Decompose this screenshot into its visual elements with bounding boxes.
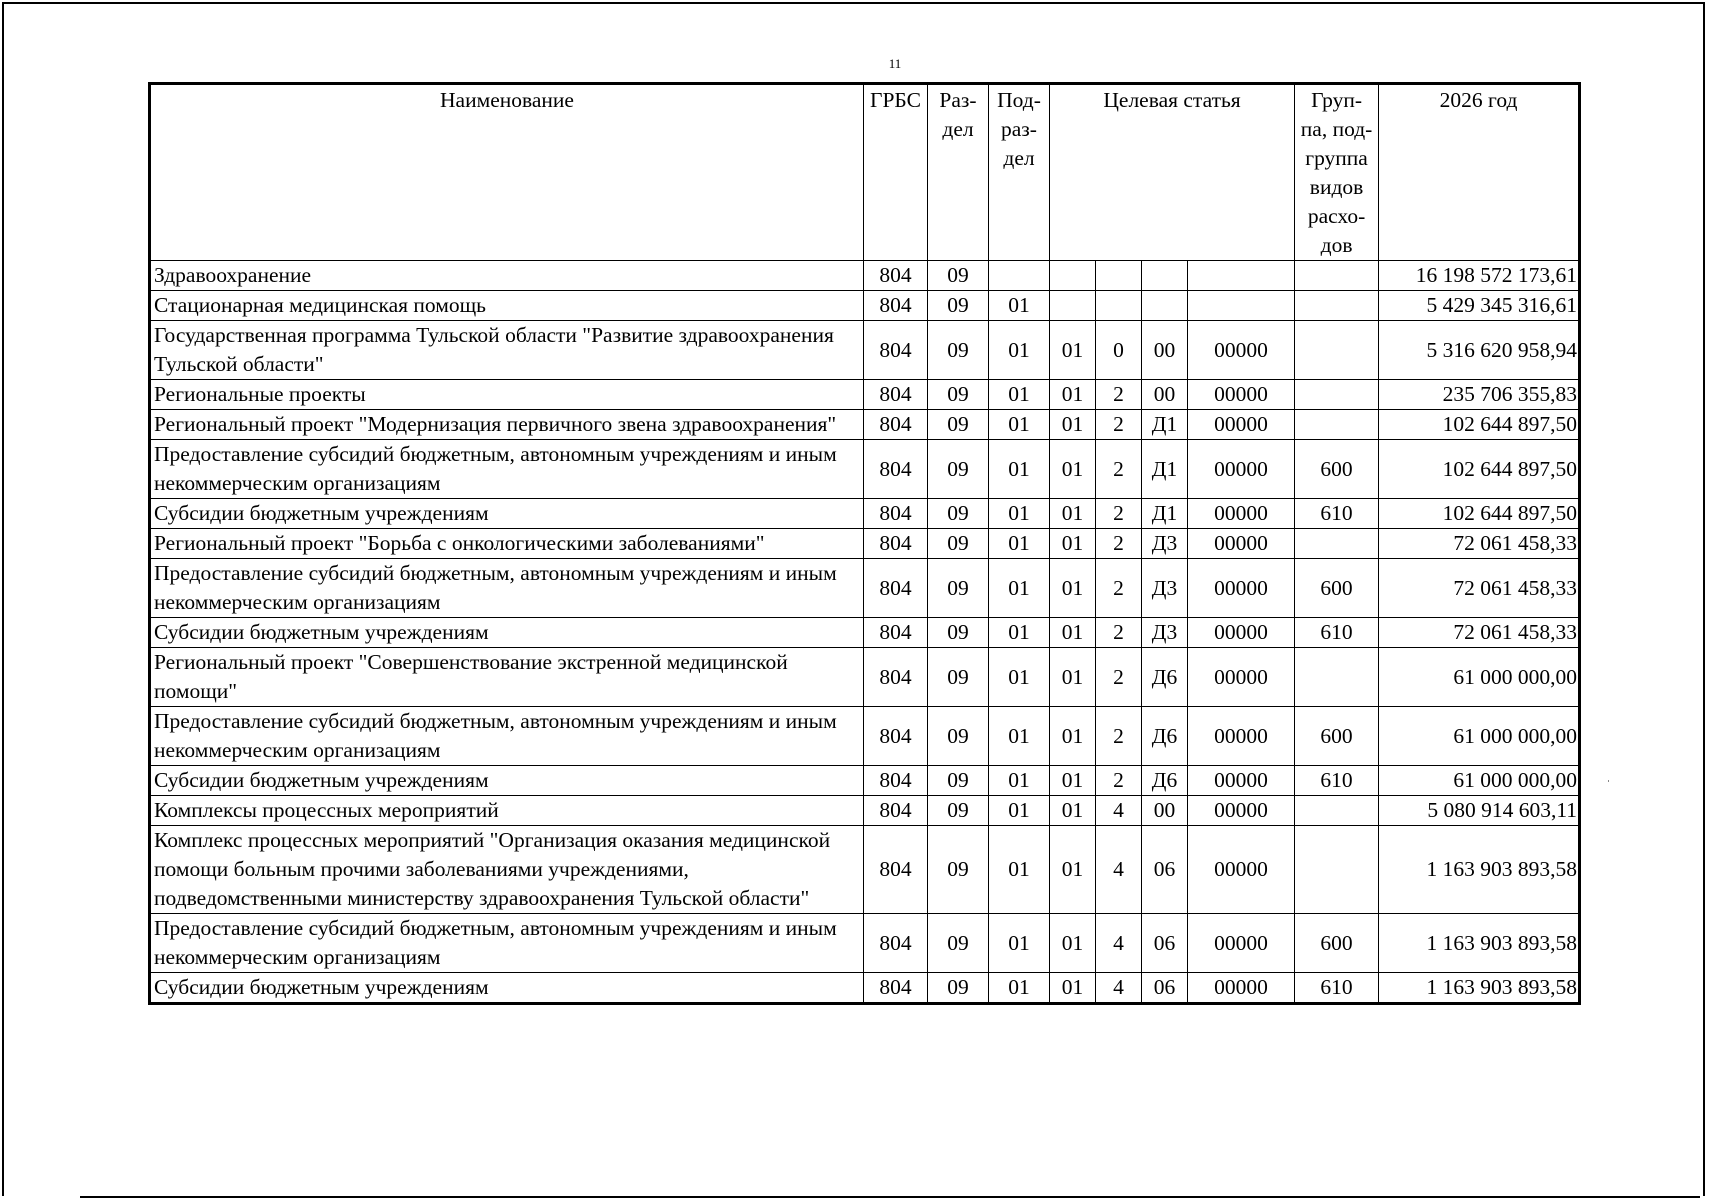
cell-razdel: 09 — [928, 321, 989, 380]
cell-target-program: 01 — [1050, 440, 1096, 499]
cell-expense-group — [1295, 261, 1379, 291]
cell-target-program — [1050, 291, 1096, 321]
cell-target-program: 01 — [1050, 914, 1096, 973]
table-row — [150, 618, 1580, 648]
cell-name: Региональные проекты — [150, 380, 864, 410]
cell-amount: 5 080 914 603,11 — [1379, 796, 1580, 826]
cell-expense-group — [1295, 291, 1379, 321]
cell-podrazdel: 01 — [989, 766, 1050, 796]
cell-target-type: 2 — [1096, 766, 1142, 796]
header-podrazdel: Под- раз- дел — [989, 84, 1050, 261]
cell-target-structure: Д6 — [1142, 766, 1188, 796]
bottom-rule — [80, 1196, 1700, 1198]
cell-grbs: 804 — [864, 826, 928, 914]
cell-razdel: 09 — [928, 766, 989, 796]
cell-podrazdel: 01 — [989, 559, 1050, 618]
cell-grbs: 804 — [864, 291, 928, 321]
cell-target-type: 2 — [1096, 440, 1142, 499]
cell-target-direction: 00000 — [1188, 826, 1295, 914]
cell-grbs: 804 — [864, 410, 928, 440]
cell-podrazdel: 01 — [989, 826, 1050, 914]
cell-razdel: 09 — [928, 707, 989, 766]
cell-podrazdel — [989, 261, 1050, 291]
cell-target-direction: 00000 — [1188, 796, 1295, 826]
header-group: Груп- па, под- группа видов расхо- дов — [1295, 84, 1379, 261]
cell-podrazdel: 01 — [989, 707, 1050, 766]
cell-target-direction: 00000 — [1188, 648, 1295, 707]
cell-target-program: 01 — [1050, 796, 1096, 826]
cell-name: Комплексы процессных мероприятий — [150, 796, 864, 826]
table-row — [150, 321, 1580, 380]
cell-target-program — [1050, 261, 1096, 291]
cell-amount: 61 000 000,00 — [1379, 707, 1580, 766]
cell-expense-group: 610 — [1295, 766, 1379, 796]
cell-target-type: 2 — [1096, 618, 1142, 648]
cell-amount: 61 000 000,00 — [1379, 766, 1580, 796]
cell-target-structure: 06 — [1142, 826, 1188, 914]
cell-target-program: 01 — [1050, 973, 1096, 1004]
cell-podrazdel: 01 — [989, 648, 1050, 707]
scan-speck — [1608, 780, 1609, 782]
cell-target-direction: 00000 — [1188, 529, 1295, 559]
cell-target-type: 2 — [1096, 380, 1142, 410]
cell-target-direction: 00000 — [1188, 321, 1295, 380]
table-row — [150, 440, 1580, 499]
cell-amount: 1 163 903 893,58 — [1379, 826, 1580, 914]
cell-target-structure: 06 — [1142, 914, 1188, 973]
table-header — [150, 84, 1580, 261]
cell-name: Стационарная медицинская помощь — [150, 291, 864, 321]
cell-target-direction: 00000 — [1188, 410, 1295, 440]
cell-target-direction: 00000 — [1188, 499, 1295, 529]
table-row — [150, 529, 1580, 559]
cell-target-structure: 00 — [1142, 796, 1188, 826]
cell-amount: 102 644 897,50 — [1379, 440, 1580, 499]
cell-target-structure: Д3 — [1142, 618, 1188, 648]
cell-target-structure — [1142, 261, 1188, 291]
cell-amount: 102 644 897,50 — [1379, 499, 1580, 529]
cell-razdel: 09 — [928, 410, 989, 440]
cell-name: Предоставление субсидий бюджетным, автономным учреждениям и иным некоммерческим организациям — [150, 707, 864, 766]
cell-name: Предоставление субсидий бюджетным, автономным учреждениям и иным некоммерческим организациям — [150, 914, 864, 973]
cell-target-program: 01 — [1050, 321, 1096, 380]
cell-razdel: 09 — [928, 618, 989, 648]
cell-target-program: 01 — [1050, 766, 1096, 796]
table-row — [150, 796, 1580, 826]
cell-target-structure: Д1 — [1142, 499, 1188, 529]
cell-razdel: 09 — [928, 261, 989, 291]
cell-expense-group — [1295, 321, 1379, 380]
table-row — [150, 410, 1580, 440]
cell-target-structure: Д3 — [1142, 529, 1188, 559]
cell-amount: 16 198 572 173,61 — [1379, 261, 1580, 291]
cell-podrazdel: 01 — [989, 380, 1050, 410]
cell-target-direction — [1188, 261, 1295, 291]
cell-podrazdel: 01 — [989, 618, 1050, 648]
cell-target-type: 2 — [1096, 529, 1142, 559]
cell-target-type: 2 — [1096, 410, 1142, 440]
cell-grbs: 804 — [864, 618, 928, 648]
cell-grbs: 804 — [864, 529, 928, 559]
cell-target-program: 01 — [1050, 410, 1096, 440]
cell-target-type — [1096, 261, 1142, 291]
cell-grbs: 804 — [864, 380, 928, 410]
header-name: Наименование — [150, 84, 864, 261]
cell-expense-group: 600 — [1295, 559, 1379, 618]
cell-expense-group: 610 — [1295, 618, 1379, 648]
cell-razdel: 09 — [928, 291, 989, 321]
cell-expense-group — [1295, 648, 1379, 707]
cell-target-structure: 06 — [1142, 973, 1188, 1004]
cell-podrazdel: 01 — [989, 529, 1050, 559]
cell-name: Комплекс процессных мероприятий "Организация оказания медицинской помощи больным прочими заболеваниями учреждениями, подведомственными министерству здравоохранения Тульской области" — [150, 826, 864, 914]
cell-target-direction: 00000 — [1188, 973, 1295, 1004]
header-razdel: Раз- дел — [928, 84, 989, 261]
table-row — [150, 291, 1580, 321]
cell-target-program: 01 — [1050, 826, 1096, 914]
table-row — [150, 766, 1580, 796]
cell-expense-group — [1295, 826, 1379, 914]
cell-razdel: 09 — [928, 499, 989, 529]
table-row — [150, 826, 1580, 914]
cell-target-structure: 00 — [1142, 380, 1188, 410]
cell-target-type: 4 — [1096, 973, 1142, 1004]
cell-podrazdel: 01 — [989, 914, 1050, 973]
cell-target-type: 2 — [1096, 648, 1142, 707]
cell-name: Региональный проект "Совершенствование экстренной медицинской помощи" — [150, 648, 864, 707]
cell-grbs: 804 — [864, 321, 928, 380]
cell-amount: 102 644 897,50 — [1379, 410, 1580, 440]
cell-expense-group: 610 — [1295, 973, 1379, 1004]
page-number: 11 — [888, 56, 902, 71]
table-row — [150, 914, 1580, 973]
cell-target-direction: 00000 — [1188, 766, 1295, 796]
cell-expense-group: 610 — [1295, 499, 1379, 529]
cell-expense-group: 600 — [1295, 440, 1379, 499]
cell-expense-group — [1295, 410, 1379, 440]
cell-target-structure: Д6 — [1142, 707, 1188, 766]
cell-target-program: 01 — [1050, 648, 1096, 707]
table-row — [150, 973, 1580, 1004]
cell-razdel: 09 — [928, 796, 989, 826]
cell-razdel: 09 — [928, 380, 989, 410]
cell-target-direction: 00000 — [1188, 914, 1295, 973]
cell-grbs: 804 — [864, 440, 928, 499]
cell-target-structure: Д3 — [1142, 559, 1188, 618]
cell-name: Здравоохранение — [150, 261, 864, 291]
cell-target-type: 2 — [1096, 559, 1142, 618]
table-row — [150, 499, 1580, 529]
cell-target-direction: 00000 — [1188, 707, 1295, 766]
cell-amount: 235 706 355,83 — [1379, 380, 1580, 410]
cell-expense-group — [1295, 796, 1379, 826]
cell-podrazdel: 01 — [989, 410, 1050, 440]
cell-name: Государственная программа Тульской области "Развитие здравоохранения Тульской области" — [150, 321, 864, 380]
cell-razdel: 09 — [928, 440, 989, 499]
cell-podrazdel: 01 — [989, 440, 1050, 499]
cell-expense-group — [1295, 529, 1379, 559]
cell-grbs: 804 — [864, 796, 928, 826]
cell-target-direction: 00000 — [1188, 440, 1295, 499]
cell-target-type: 2 — [1096, 499, 1142, 529]
header-grbs: ГРБС — [864, 84, 928, 261]
cell-amount: 1 163 903 893,58 — [1379, 914, 1580, 973]
cell-name: Региональный проект "Борьба с онкологическими заболеваниями" — [150, 529, 864, 559]
cell-podrazdel: 01 — [989, 973, 1050, 1004]
cell-target-program: 01 — [1050, 499, 1096, 529]
cell-name: Субсидии бюджетным учреждениям — [150, 973, 864, 1004]
table-body — [150, 261, 1580, 1004]
cell-amount: 61 000 000,00 — [1379, 648, 1580, 707]
header-year: 2026 год — [1379, 84, 1580, 261]
cell-target-type: 4 — [1096, 826, 1142, 914]
cell-amount: 72 061 458,33 — [1379, 529, 1580, 559]
cell-name: Предоставление субсидий бюджетным, автономным учреждениям и иным некоммерческим организациям — [150, 559, 864, 618]
cell-target-program: 01 — [1050, 559, 1096, 618]
cell-amount: 72 061 458,33 — [1379, 618, 1580, 648]
cell-expense-group: 600 — [1295, 707, 1379, 766]
cell-target-structure: Д6 — [1142, 648, 1188, 707]
table-row — [150, 261, 1580, 291]
cell-target-type: 4 — [1096, 914, 1142, 973]
cell-target-direction: 00000 — [1188, 618, 1295, 648]
cell-razdel: 09 — [928, 648, 989, 707]
cell-razdel: 09 — [928, 914, 989, 973]
table-row — [150, 707, 1580, 766]
cell-razdel: 09 — [928, 973, 989, 1004]
cell-target-type: 2 — [1096, 707, 1142, 766]
cell-target-type: 4 — [1096, 796, 1142, 826]
table-row — [150, 559, 1580, 618]
cell-amount: 5 316 620 958,94 — [1379, 321, 1580, 380]
cell-target-structure: Д1 — [1142, 410, 1188, 440]
cell-target-program: 01 — [1050, 529, 1096, 559]
cell-target-direction: 00000 — [1188, 380, 1295, 410]
cell-target-direction: 00000 — [1188, 559, 1295, 618]
cell-amount: 72 061 458,33 — [1379, 559, 1580, 618]
budget-table — [148, 82, 1581, 1005]
table-row — [150, 380, 1580, 410]
cell-name: Субсидии бюджетным учреждениям — [150, 618, 864, 648]
cell-target-type — [1096, 291, 1142, 321]
header-target: Целевая статья — [1050, 84, 1295, 261]
cell-amount: 5 429 345 316,61 — [1379, 291, 1580, 321]
cell-target-program: 01 — [1050, 380, 1096, 410]
cell-podrazdel: 01 — [989, 291, 1050, 321]
cell-name: Региональный проект "Модернизация первичного звена здравоохранения" — [150, 410, 864, 440]
cell-grbs: 804 — [864, 914, 928, 973]
cell-name: Субсидии бюджетным учреждениям — [150, 499, 864, 529]
cell-name: Предоставление субсидий бюджетным, автономным учреждениям и иным некоммерческим организациям — [150, 440, 864, 499]
cell-target-structure: Д1 — [1142, 440, 1188, 499]
cell-razdel: 09 — [928, 826, 989, 914]
cell-grbs: 804 — [864, 707, 928, 766]
table-row — [150, 648, 1580, 707]
cell-grbs: 804 — [864, 559, 928, 618]
cell-name: Субсидии бюджетным учреждениям — [150, 766, 864, 796]
cell-grbs: 804 — [864, 973, 928, 1004]
cell-podrazdel: 01 — [989, 321, 1050, 380]
cell-expense-group: 600 — [1295, 914, 1379, 973]
cell-target-structure — [1142, 291, 1188, 321]
cell-razdel: 09 — [928, 559, 989, 618]
cell-amount: 1 163 903 893,58 — [1379, 973, 1580, 1004]
cell-grbs: 804 — [864, 261, 928, 291]
cell-expense-group — [1295, 380, 1379, 410]
cell-grbs: 804 — [864, 766, 928, 796]
cell-target-structure: 00 — [1142, 321, 1188, 380]
cell-target-direction — [1188, 291, 1295, 321]
cell-razdel: 09 — [928, 529, 989, 559]
cell-target-type: 0 — [1096, 321, 1142, 380]
cell-grbs: 804 — [864, 499, 928, 529]
cell-podrazdel: 01 — [989, 499, 1050, 529]
cell-target-program: 01 — [1050, 707, 1096, 766]
cell-target-program: 01 — [1050, 618, 1096, 648]
cell-grbs: 804 — [864, 648, 928, 707]
cell-podrazdel: 01 — [989, 796, 1050, 826]
